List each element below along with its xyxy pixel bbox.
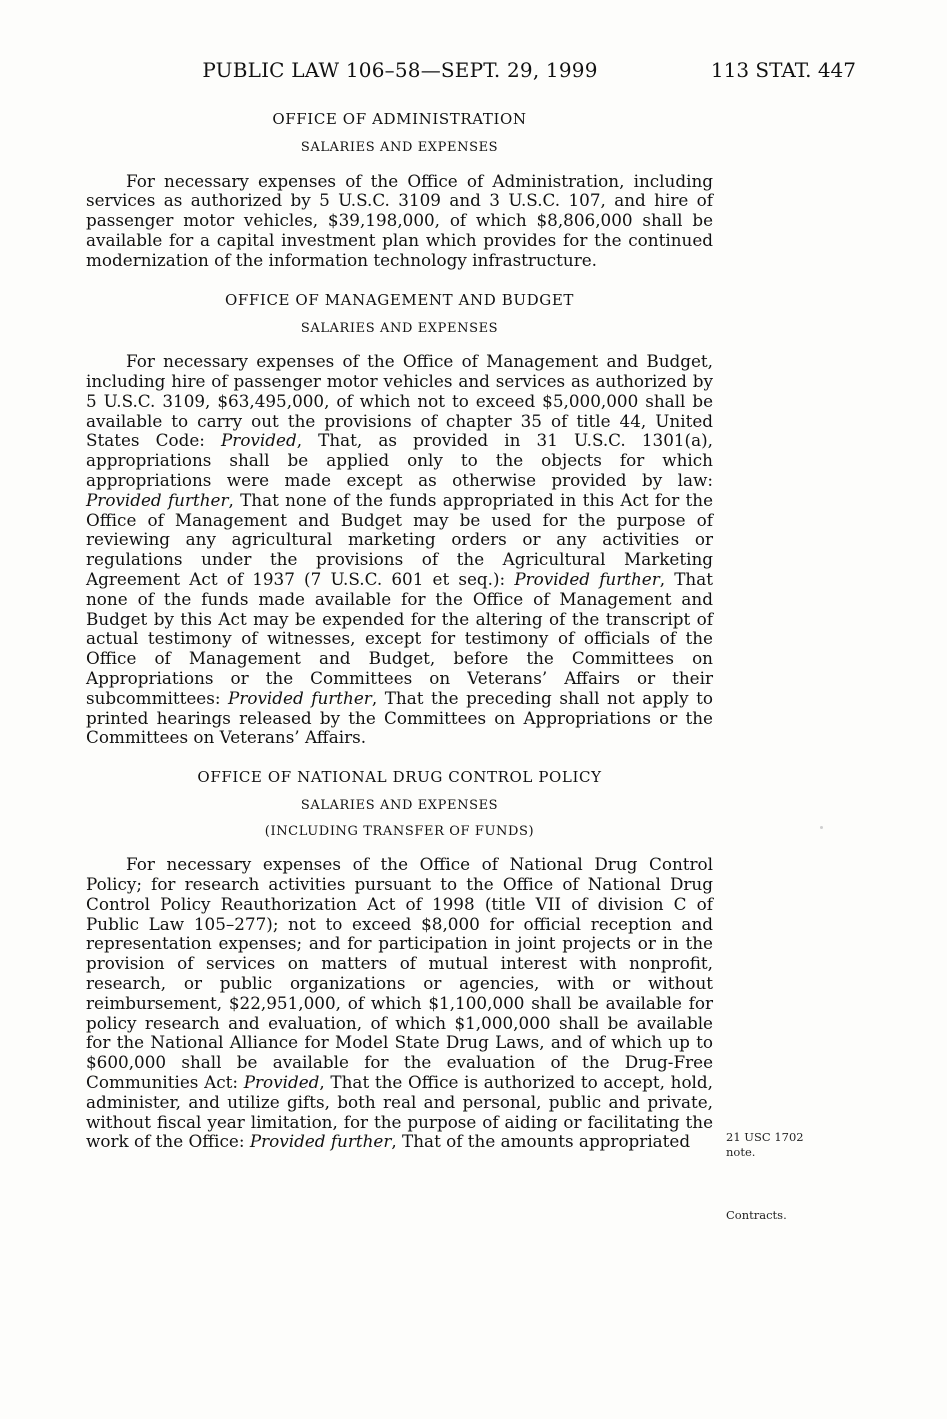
section-heading: OFFICE OF ADMINISTRATION (272, 110, 527, 128)
proviso-italic: Provided further (86, 489, 229, 510)
proviso-italic: Provided further (249, 1131, 392, 1152)
margin-note-usc-line1: 21 USC 1702 (726, 1130, 804, 1144)
proviso-italic: Provided (221, 430, 297, 451)
section-heading: OFFICE OF NATIONAL DRUG CONTROL POLICY (197, 768, 602, 787)
section-heading: OFFICE OF MANAGEMENT AND BUDGET (225, 290, 574, 309)
text-run: , That the preceding shall not apply to printed hearings released by the Committees on Appropriations or the Committees on Veterans’ Affairs. (86, 687, 713, 748)
text-run: , That none of the funds appropriated in this Act for the Office of Management and Budget may be used for the purpose of reviewing any agricultural marketing orders or any activities or regulations under the provisions of the Agricultural Marketing Agreement Act of 1937 (7 U.S.C. 601 et seq.): (86, 489, 713, 589)
section-subheading: SALARIES AND EXPENSES (300, 798, 499, 814)
proviso-italic: Provided further (228, 687, 372, 708)
stat-page-ref: 113 STAT. 447 (710, 58, 856, 82)
running-head (86, 58, 856, 88)
text-run: For necessary expenses of the Office of Management and Budget, including hire of passenger motor vehicles and services as authorized by 5 U.S.C. 3109, $63,495,000, of which not to exceed $5,000,000 shall be available to carry out the provisions of chapter 35 of title 44, United States Code: (86, 351, 713, 451)
section-paragraph: For necessary expenses of the Office of Administration, including services as authorized by 5 U.S.C. 3109 and 3 U.S.C. 107, and hire of passenger motor vehicles, $39,198,000, of which $8,806,000 shall be available for a capital investment plan which provides for the continued modernization of the information technology infrastructure. (86, 170, 713, 270)
body-column (86, 100, 713, 1172)
section-subheading: SALARIES AND EXPENSES (300, 140, 499, 155)
scan-speck (820, 826, 823, 829)
text-run: , That none of the funds made available for the Office of Management and Budget by this Act may be expended for the altering of the transcript of actual testimony of witnesses, except for testimony of officials of the Office of Management and Budget, before the Committees on Appropriations or the Committees on Veterans’ Affairs or their subcommittees: (86, 568, 713, 708)
text-run: , That, as provided in 31 U.S.C. 1301(a), appropriations shall be applied only to the objects for which appropriations were made except as otherwise provided by law: (86, 430, 713, 490)
section-subheading: SALARIES AND EXPENSES (300, 320, 499, 336)
section-office-of-national-drug-control-policy (86, 768, 713, 1152)
proviso-italic: Provided further (514, 568, 660, 589)
section-office-of-administration (86, 110, 713, 271)
section-office-of-management-and-budget (86, 291, 713, 749)
margin-note-usc-line2: note. (726, 1145, 756, 1159)
text-run: , That the Office is authorized to accept, hold, administer, and utilize gifts, both real and personal, public and private, without fiscal year limitation, for the purpose of aiding or facilitating the work of the Office: (86, 1072, 713, 1152)
text-run: For necessary expenses of the Office of National Drug Control Policy; for research activities pursuant to the Office of National Drug Control Policy Reauthorization Act of 1998 (title VII of division C of Public Law 105–277); not to exceed $8,000 for official reception and representation expenses; and for participation in joint projects or in the provision of services on matters of mutual interest with nonprofit, research, or public organizations or agencies, with or without reimbursement, $22,951,000, of which $1,100,000 shall be available for policy research and evaluation, of which $1,000,000 shall be available for the National Alliance for Model State Drug Laws, and of which up to $600,000 shall be available for the evaluation of the Drug-Free Communities Act: (86, 854, 713, 1093)
margin-note-contracts: Contracts. (726, 1208, 787, 1222)
section-paragraph (86, 352, 713, 748)
text-run: , That of the amounts appropriated (391, 1131, 691, 1152)
law-title: PUBLIC LAW 106–58—SEPT. 29, 1999 (202, 58, 598, 82)
section-paragraph (86, 855, 713, 1152)
margin-note-usc (726, 1130, 836, 1160)
proviso-italic: Provided (243, 1072, 320, 1093)
section-subheading-transfer: (INCLUDING TRANSFER OF FUNDS) (264, 823, 535, 839)
